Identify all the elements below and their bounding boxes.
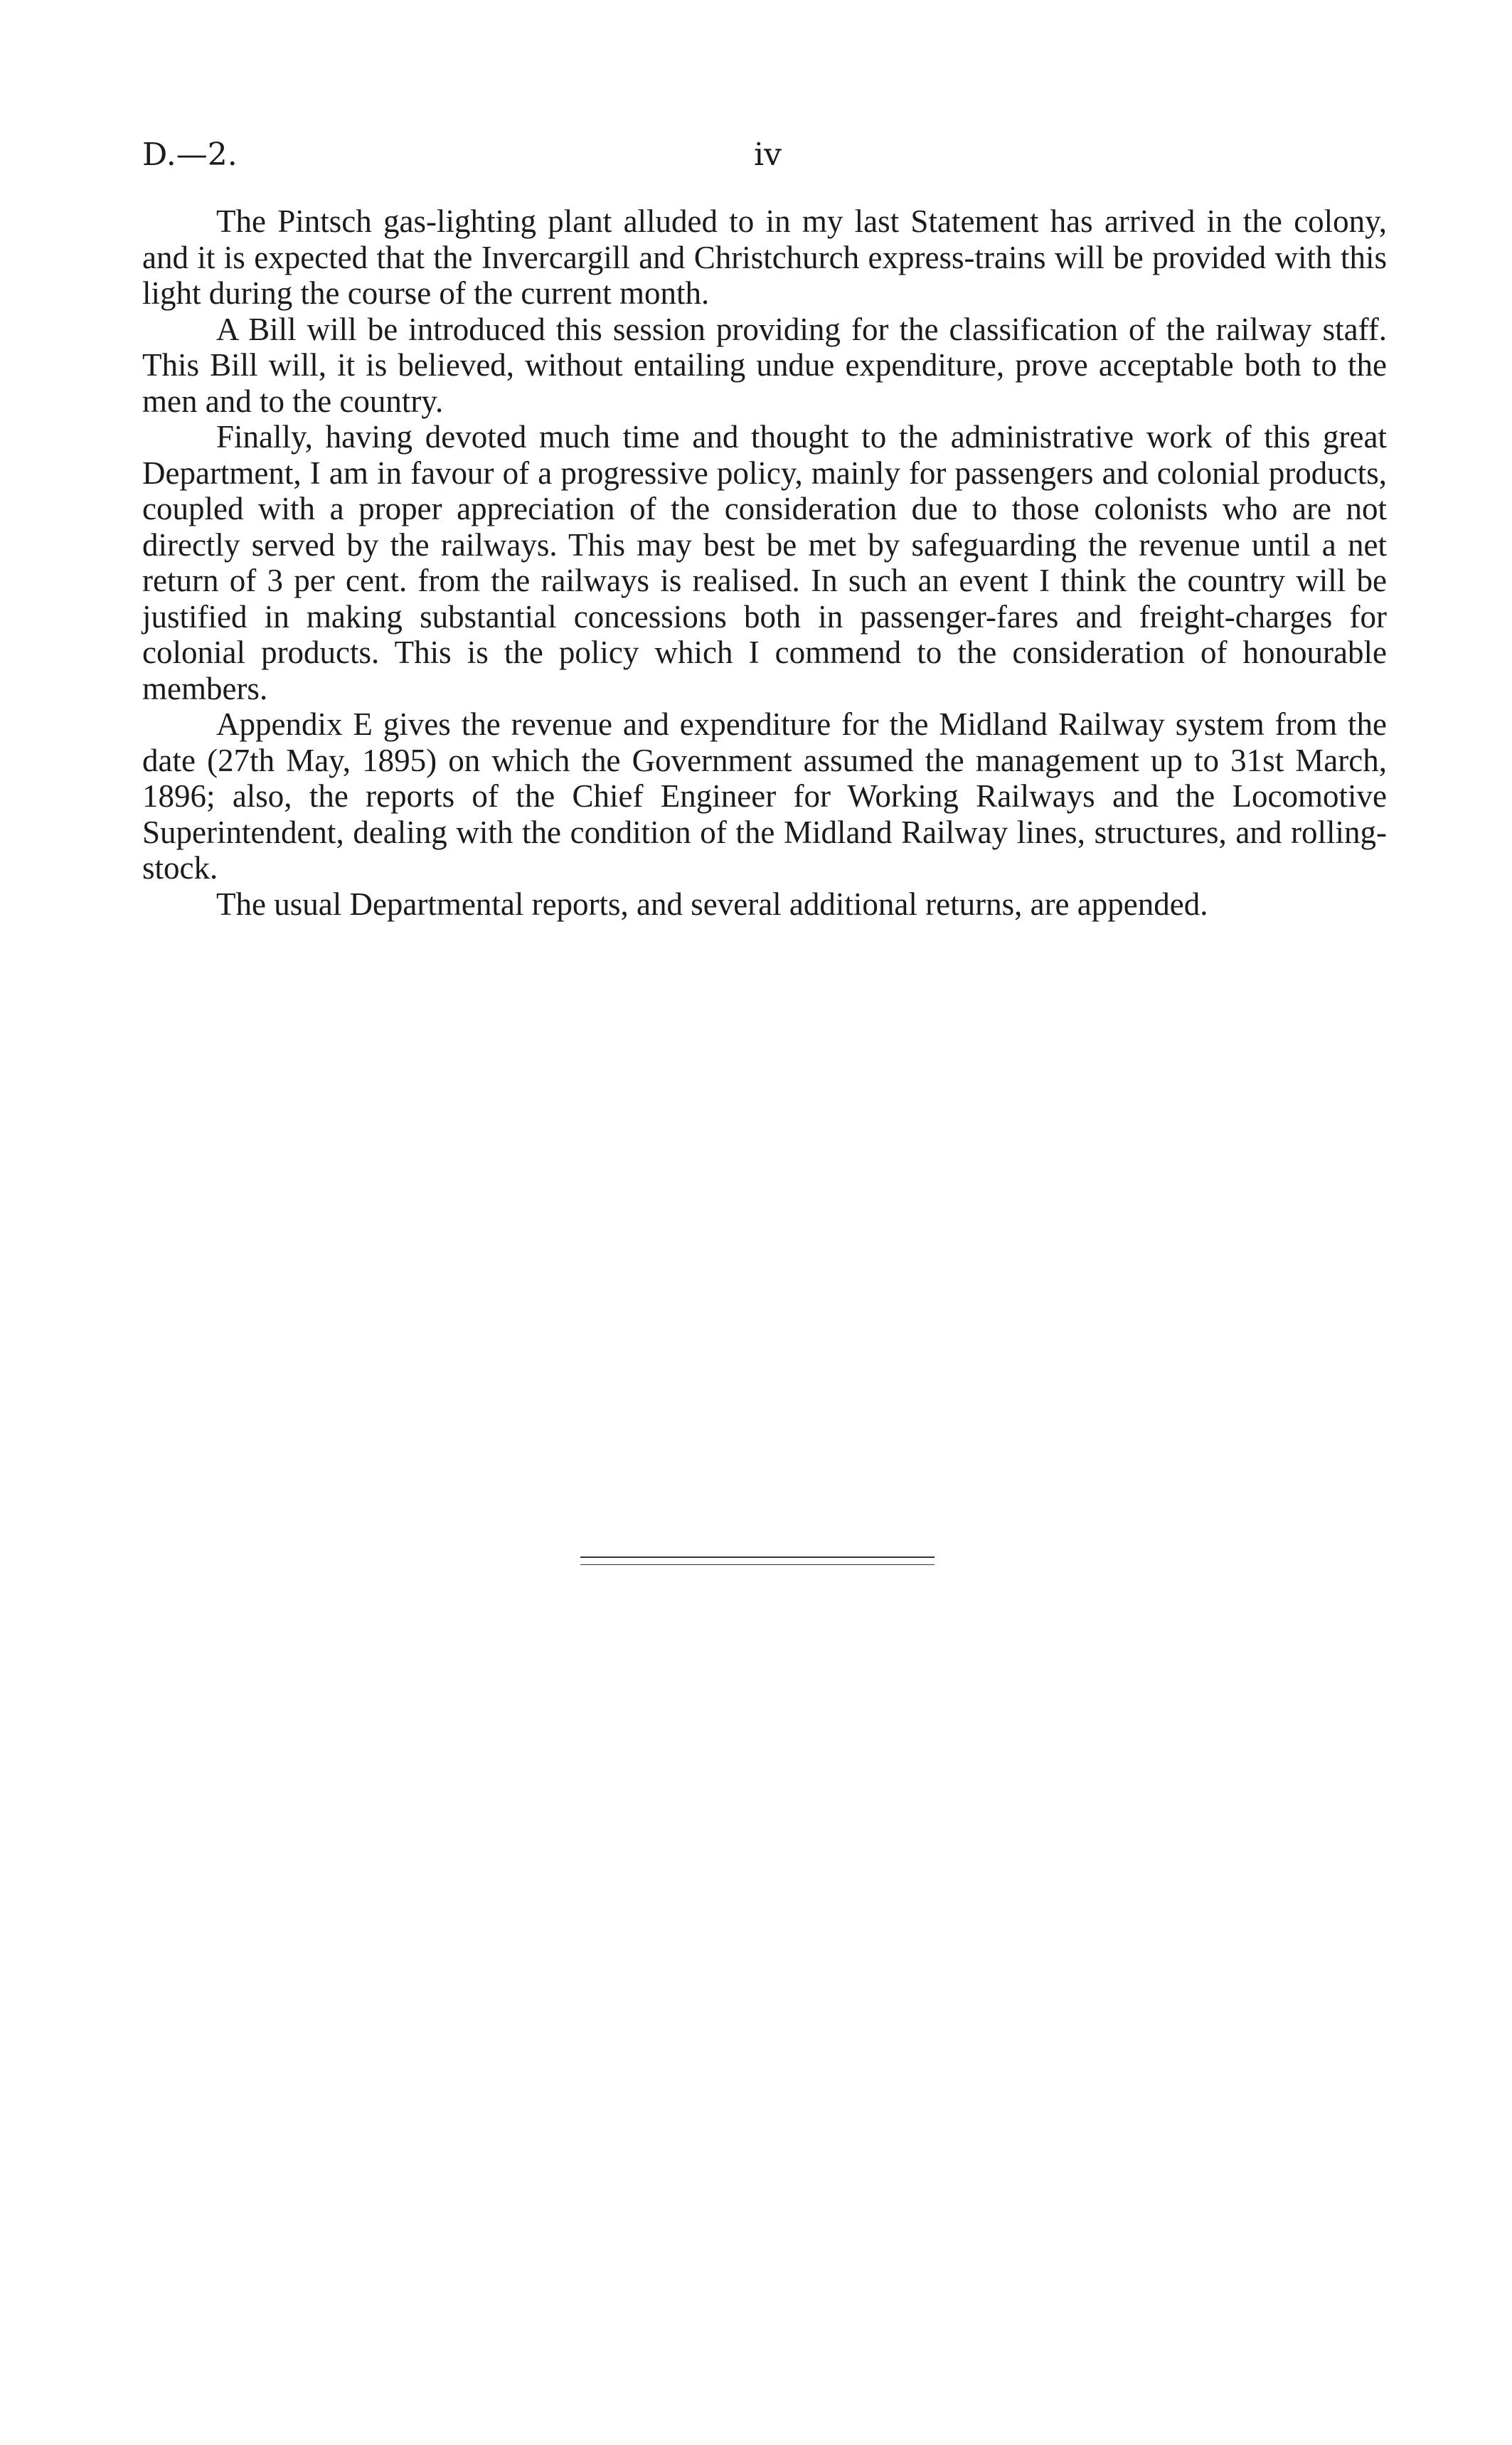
paragraph-classification-bill: A Bill will be introduced this session providing for the classification of the railway staff. This Bill will, it is believed, without entailing undue expenditure, prove acceptable both to the men and to the country.: [142, 311, 1387, 419]
page-number: iv: [754, 137, 782, 173]
paragraph-progressive-policy: Finally, having devoted much time and thought to the administrative work of this great Department, I am in favour of a progressive policy, mainly for passengers and colonial products, coupled with a proper appreciation of the consideration due to those colonists who are not directly served by the railways. This may best be met by safeguarding the revenue until a net return of 3 per cent. from the railways is realised. In such an event I think the country will be justified in making substantial concessions both in passenger-fares and freight-charges for colonial products. This is the policy which I commend to the consideration of honourable members.: [142, 419, 1387, 706]
paragraph-appendix-e: Appendix E gives the revenue and expenditure for the Midland Railway system from the date (27th May, 1895) on which the Government assumed the management up to 31st March, 1896; also, the reports of the Chief Engineer for Working Railways and the Locomotive Superintendent, dealing with the condition of the Midland Railway lines, structures, and rolling-stock.: [142, 706, 1387, 886]
page-header: [142, 134, 1387, 176]
paragraph-pintsch-lighting: The Pintsch gas-lighting plant alluded to in my last Statement has arrived in the colony, and it is expected that the Invercargill and Christchurch express-trains will be provided with this light during the course of the current month.: [142, 203, 1387, 311]
paragraph-departmental-reports: The usual Departmental reports, and several additional returns, are appended.: [216, 886, 1208, 922]
section-divider-rule-lower: [580, 1564, 935, 1565]
body-text: [142, 203, 1387, 922]
document-code: D.—2.: [142, 137, 238, 173]
section-divider-rule: [580, 1556, 935, 1558]
